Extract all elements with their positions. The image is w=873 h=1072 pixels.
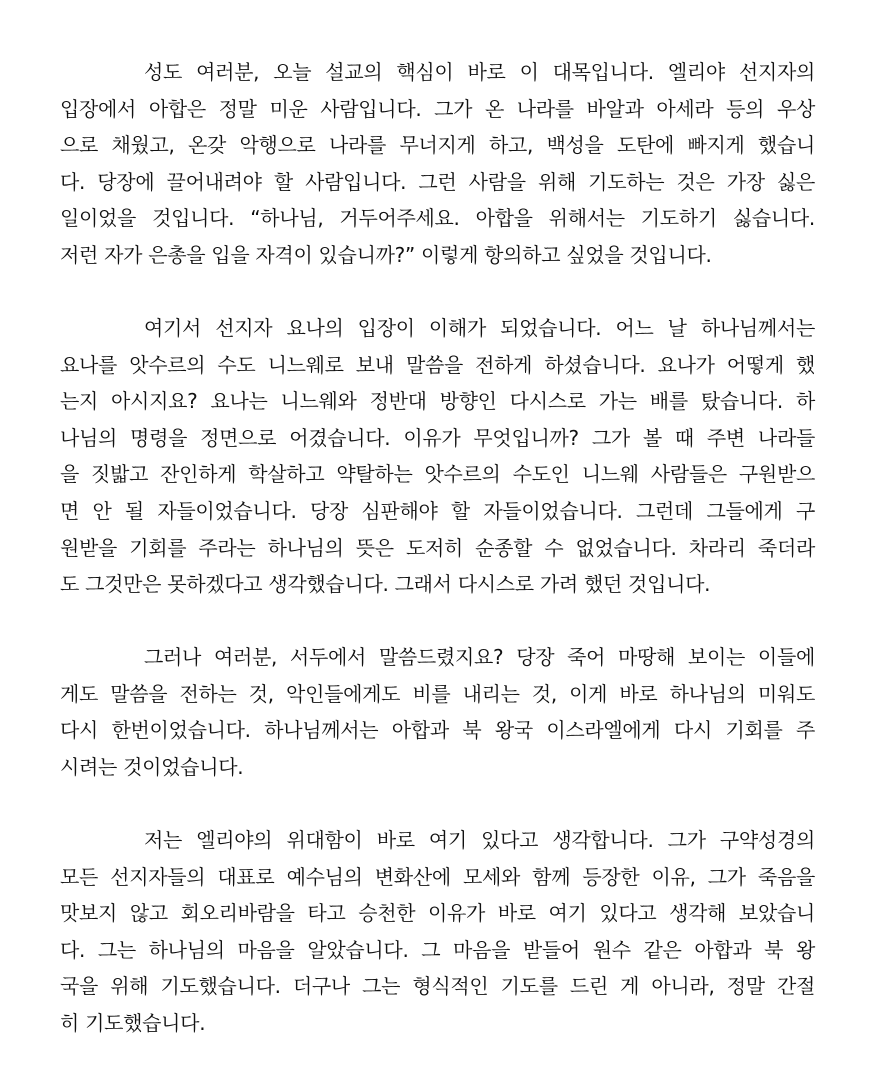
paragraph-line: 저는 엘리야의 위대함이 바로 여기 있다고 생각합니다. 그가 구약성경의 [144,828,815,852]
paragraph-line: 모든 선지자들의 대표로 예수님의 변화산에 모세와 함께 등장한 이유, 그가 죽음을 [60,864,815,889]
paragraph-line: 저런 자가 은총을 입을 자격이 있습니까?” 이렇게 항의하고 싶었을 것입니다. [60,242,712,267]
paragraph-line: 을 짓밟고 잔인하게 학살하고 약탈하는 앗수르의 수도인 니느웨 사람들은 구원받으 [60,462,815,487]
paragraph-line: 나님의 명령을 정면으로 어겼습니다. 이유가 무엇입니까? 그가 볼 때 주변 나라들 [60,425,815,450]
paragraph-line: 는지 아시지요? 요나는 니느웨와 정반대 방향인 다시스로 가는 배를 탔습니다. 하 [60,389,815,414]
paragraph-line: 맛보지 않고 회오리바람을 타고 승천한 이유가 바로 여기 있다고 생각해 보았습니 [60,901,815,926]
paragraph-3 [60,639,815,785]
paragraph-line: 게도 말씀을 전하는 것, 악인들에게도 비를 내리는 것, 이게 바로 하나님의 미워도 [60,681,815,706]
paragraph-line: 시려는 것이었습니다. [60,754,244,779]
paragraph-line: 다. 당장에 끌어내려야 할 사람입니다. 그런 사람을 위해 기도하는 것은 가장 싫은 [60,169,815,194]
paragraph-line: 면 안 될 자들이었습니다. 당장 심판해야 할 자들이었습니다. 그런데 그들에게 구 [60,498,815,523]
paragraph-line: 입장에서 아합은 정말 미운 사람입니다. 그가 온 나라를 바알과 아세라 등의 우상 [60,96,815,121]
paragraph-line: 히 기도했습니다. [60,1010,206,1035]
paragraph-4 [60,822,815,1042]
paragraph-line: 일이었을 것입니다. “하나님, 거두어주세요. 아합을 위해서는 기도하기 싫습니다. [60,206,815,231]
paragraph-1 [60,54,815,274]
paragraph-line: 성도 여러분, 오늘 설교의 핵심이 바로 이 대목입니다. 엘리야 선지자의 [144,60,815,84]
paragraph-line: 그러나 여러분, 서두에서 말씀드렸지요? 당장 죽어 마땅해 보이는 이들에 [144,645,815,669]
paragraph-line: 요나를 앗수르의 수도 니느웨로 보내 말씀을 전하게 하셨습니다. 요나가 어떻게 했 [60,352,815,377]
paragraph-line: 다시 한번이었습니다. 하나님께서는 아합과 북 왕국 이스라엘에게 다시 기회를 주 [60,718,815,743]
paragraph-2 [60,310,815,603]
paragraph-line: 으로 채웠고, 온갖 악행으로 나라를 무너지게 하고, 백성을 도탄에 빠지게 했습니 [60,133,815,158]
paragraph-line: 원받을 기회를 주라는 하나님의 뜻은 도저히 순종할 수 없었습니다. 차라리 죽더라 [60,535,815,560]
paragraph-line: 여기서 선지자 요나의 입장이 이해가 되었습니다. 어느 날 하나님께서는 [144,316,815,340]
paragraph-line: 다. 그는 하나님의 마음을 알았습니다. 그 마음을 받들어 원수 같은 아합과 북 왕 [60,937,815,962]
paragraph-line: 도 그것만은 못하겠다고 생각했습니다. 그래서 다시스로 가려 했던 것입니다. [60,572,711,597]
paragraph-line: 국을 위해 기도했습니다. 더구나 그는 형식적인 기도를 드린 게 아니라, 정말 간절 [60,974,815,999]
